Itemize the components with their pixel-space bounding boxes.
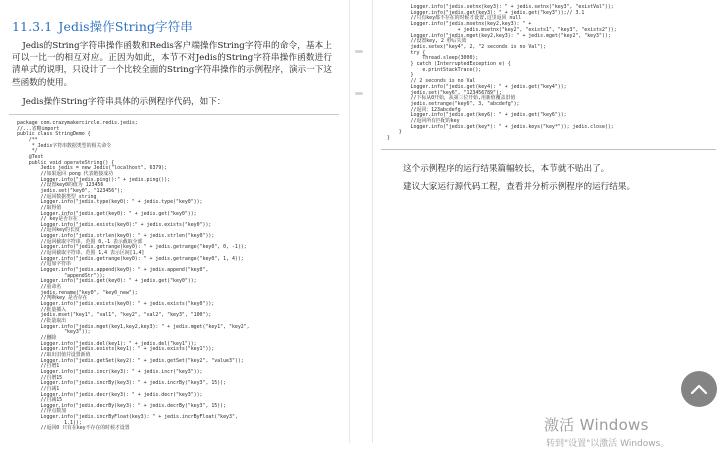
- scroll-to-top-button[interactable]: [681, 371, 717, 407]
- code-listing-right: Logger.info("jedis.setnx(key3): " + jedis.setnx("key3", "existVal")); Logger.info("jedis.get(key3): " + jedis.get("key3"));// 3.1 //只有key都不存在的时候才设置,这里返回 null Logger.info("jedis.msetnx(key2,key3): " + + jedis.msetnx("key2", "exists1", "key3", "exists2")); Logger.info("jedis.mget(key2,key3): " + jedis.mget("key2", "key3")); //设置key, 2 秒后失效 jedis.setex("key4", 2, "2 seconds is no Val"); try { Thread.sleep(3000); } catch (InterruptedException e) { e.printStackTrace(); } // 2 seconds is no Val Logger.info("jedis.get(key4): " + jedis.get("key4")); jedis.set("key6", "123456789"); //下标从0开始，从第三位开始,用新值覆盖旧值 jedis.setrange("key6", 3, "abcdefg"); //返回：123abcdefg Logger.info("jedis.get(key6): " + jedis.get("key6")); //返回所有匹配的key Logger.info("jedis.get(key*): " + jedis.keys("key*")); jedis.close(); } }: [387, 4, 617, 142]
- right-page: [373, 0, 720, 443]
- left-page: [0, 0, 349, 443]
- activation-watermark-subtitle: 转到"设置"以激活 Windows。: [546, 439, 670, 449]
- chevron-up-icon: [690, 383, 708, 395]
- section-title: Jedis操作String字符串: [58, 19, 193, 34]
- suggestion-paragraph: 建议大家运行源代码工程，查看并分析示例程序的运行结果。: [403, 182, 636, 192]
- page-gutter: [349, 0, 373, 443]
- code-listing-left: package com.crazymakercircle.redis.jedis; //...省略import public class StringDemo { /** * Jedis字符串数据类型的相关命令 */ @Test public void operateString() { Jedis jedis = new Jedis("localhost", 6379); //如果返回 pong 代表链接成功 Logger.info("jedis.ping():" + jedis.ping()); //设置key0的值为 123456 jedis.set("key0", "123456"); //返回数据类型 string Logger.info("jedis.type(key0): " + jedis.type("key0")); //取得值 Logger.info("jedis.get(key0): " + jedis.get("key0")); // key是否存在 Logger.info("jedis.exists(key0):" + jedis.exists("key0")); //返回key的长度 Logger.info("jedis.strlen(key0): " + jedis.strlen("key0")); //返回截取字符串，范围 0,-1 表示截取全部 Logger.info("jedis.getrange(key0): " + jedis.getrange("key0", 0, -1)); //返回截取字符串，范围 1,4 表示区间[1,4] Logger.info("jedis.getrange(key0): " + jedis.getrange("key0", 1, 4)); //追加字符串 Logger.info("jedis.append(key0): " + jedis.append("key0", "appendStr")); Logger.info("jedis.get(key0): " + jedis.get("key0")); //重命名 jedis.rename("key0", "key0_new"); //判断key 是否存在 Logger.info("jedis.exists(key0): " + jedis.exists("key0")); //批量插入 jedis.mset("key1", "val1", "key2", "val2", "key3", "100"); //批量取出 Logger.info("jedis.mget(key1,key2,key3): " + jedis.mget("key1", "key2", "key3")); //删除 Logger.info("jedis.del(key1): " + jedis.del("key1")); Logger.info("jedis.exists(key1): " + jedis.exists("key1")); //取出旧值并设置新值 Logger.info("jedis.getSet(key2): " + jedis.getSet("key2", "value3")); //自增1 Logger.info("jedis.incr(key3): " + jedis.incr("key3")); //自增15 Logger.info("jedis.incrBy(key3): " + jedis.incrBy("key3", 15)); //自减1 Logger.info("jedis.decr(key3): " + jedis.decr("key3")); //自减15 Logger.info("jedis.decrBy(key3): " + jedis.decrBy("key3", 15)); //浮点数加 Logger.info("jedis.incrByFloat(key3): " + jedis.incrByFloat("key3", 1.1)); //返回0 只有在key不存在的时候才设置: [17, 120, 250, 432]
- section-number: 11.3.1: [12, 19, 53, 34]
- intro-paragraph: Jedis的String字符串操作函数和Redis客户端操作String字符串的命令，基本上可以一比一的相互对应。正因为如此，本节不对Jedis的String字符串操作函数进行清单式的说明，只设计了一个比较全面的String字符串操作的示例程序，演示一下这些函数的使用。: [12, 41, 332, 88]
- code-block-left: [9, 114, 339, 443]
- section-heading: [12, 17, 193, 35]
- code-block-right: [381, 0, 716, 150]
- result-note-paragraph: 这个示例程序的运行结果篇幅较长，本节就不贴出了。: [403, 164, 610, 174]
- activation-watermark-title: 激活 Windows: [544, 416, 649, 434]
- scroll-marker: [355, 50, 363, 53]
- scroll-marker: [355, 92, 363, 95]
- code-lead-paragraph: Jedis操作String字符串具体的示例程序代码，如下：: [22, 97, 226, 107]
